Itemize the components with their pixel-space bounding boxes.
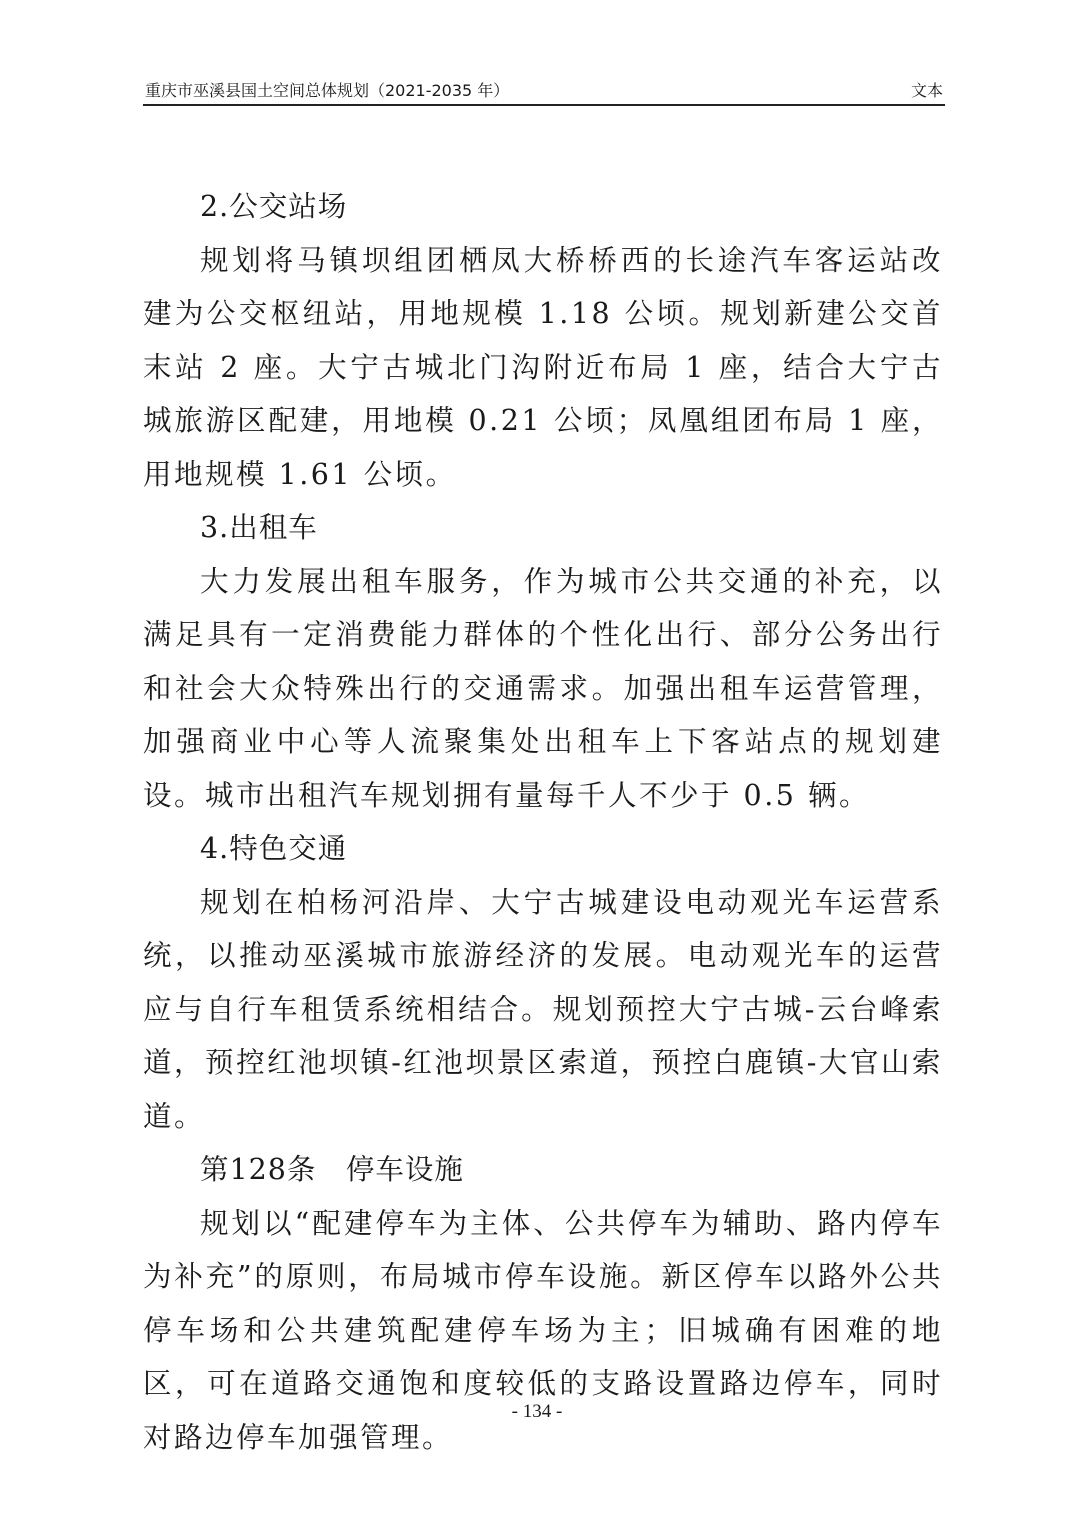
paragraph: 规划以“配建停车为主体、公共停车为辅助、路内停车为补充”的原则，布局城市停车设施。新区停车以路外公共停车场和公共建筑配建停车场为主；旧城确有困难的地区，可在道路交通饱和度较低的支路设置路边停车，同时对路边停车加强管理。	[143, 1206, 943, 1454]
section-label: 文本	[910, 81, 943, 100]
page-header	[143, 74, 945, 106]
section-heading: 2.公交站场	[200, 190, 348, 223]
document-title: 重庆市巫溪县国土空间总体规划（2021-2035 年）	[145, 81, 510, 100]
section-heading: 4.特色交通	[200, 832, 348, 865]
article-heading: 第128条 停车设施	[200, 1153, 464, 1186]
section-heading: 3.出租车	[200, 511, 318, 544]
document-body	[143, 180, 943, 1464]
paragraph: 大力发展出租车服务，作为城市公共交通的补充，以满足具有一定消费能力群体的个性化出行、部分公务出行和社会大众特殊出行的交通需求。加强出租车运营管理，加强商业中心等人流聚集处出租车上下客站点的规划建设。城市出租汽车规划拥有量每千人不少于 0.5 辆。	[143, 564, 943, 812]
page-number: - 134 -	[511, 1401, 563, 1422]
paragraph: 规划在柏杨河沿岸、大宁古城建设电动观光车运营系统，以推动巫溪城市旅游经济的发展。电动观光车的运营应与自行车租赁系统相结合。规划预控大宁古城-云台峰索道，预控红池坝镇-红池坝景区索道，预控白鹿镇-大官山索道。	[143, 885, 943, 1133]
paragraph: 规划将马镇坝组团栖凤大桥桥西的长途汽车客运站改建为公交枢纽站，用地规模 1.18 公顷。规划新建公交首末站 2 座。大宁古城北门沟附近布局 1 座，结合大宁古城旅游区配建，用地模 0.21 公顷；凤凰组团布局 1 座，用地规模 1.61 公顷。	[143, 243, 943, 491]
